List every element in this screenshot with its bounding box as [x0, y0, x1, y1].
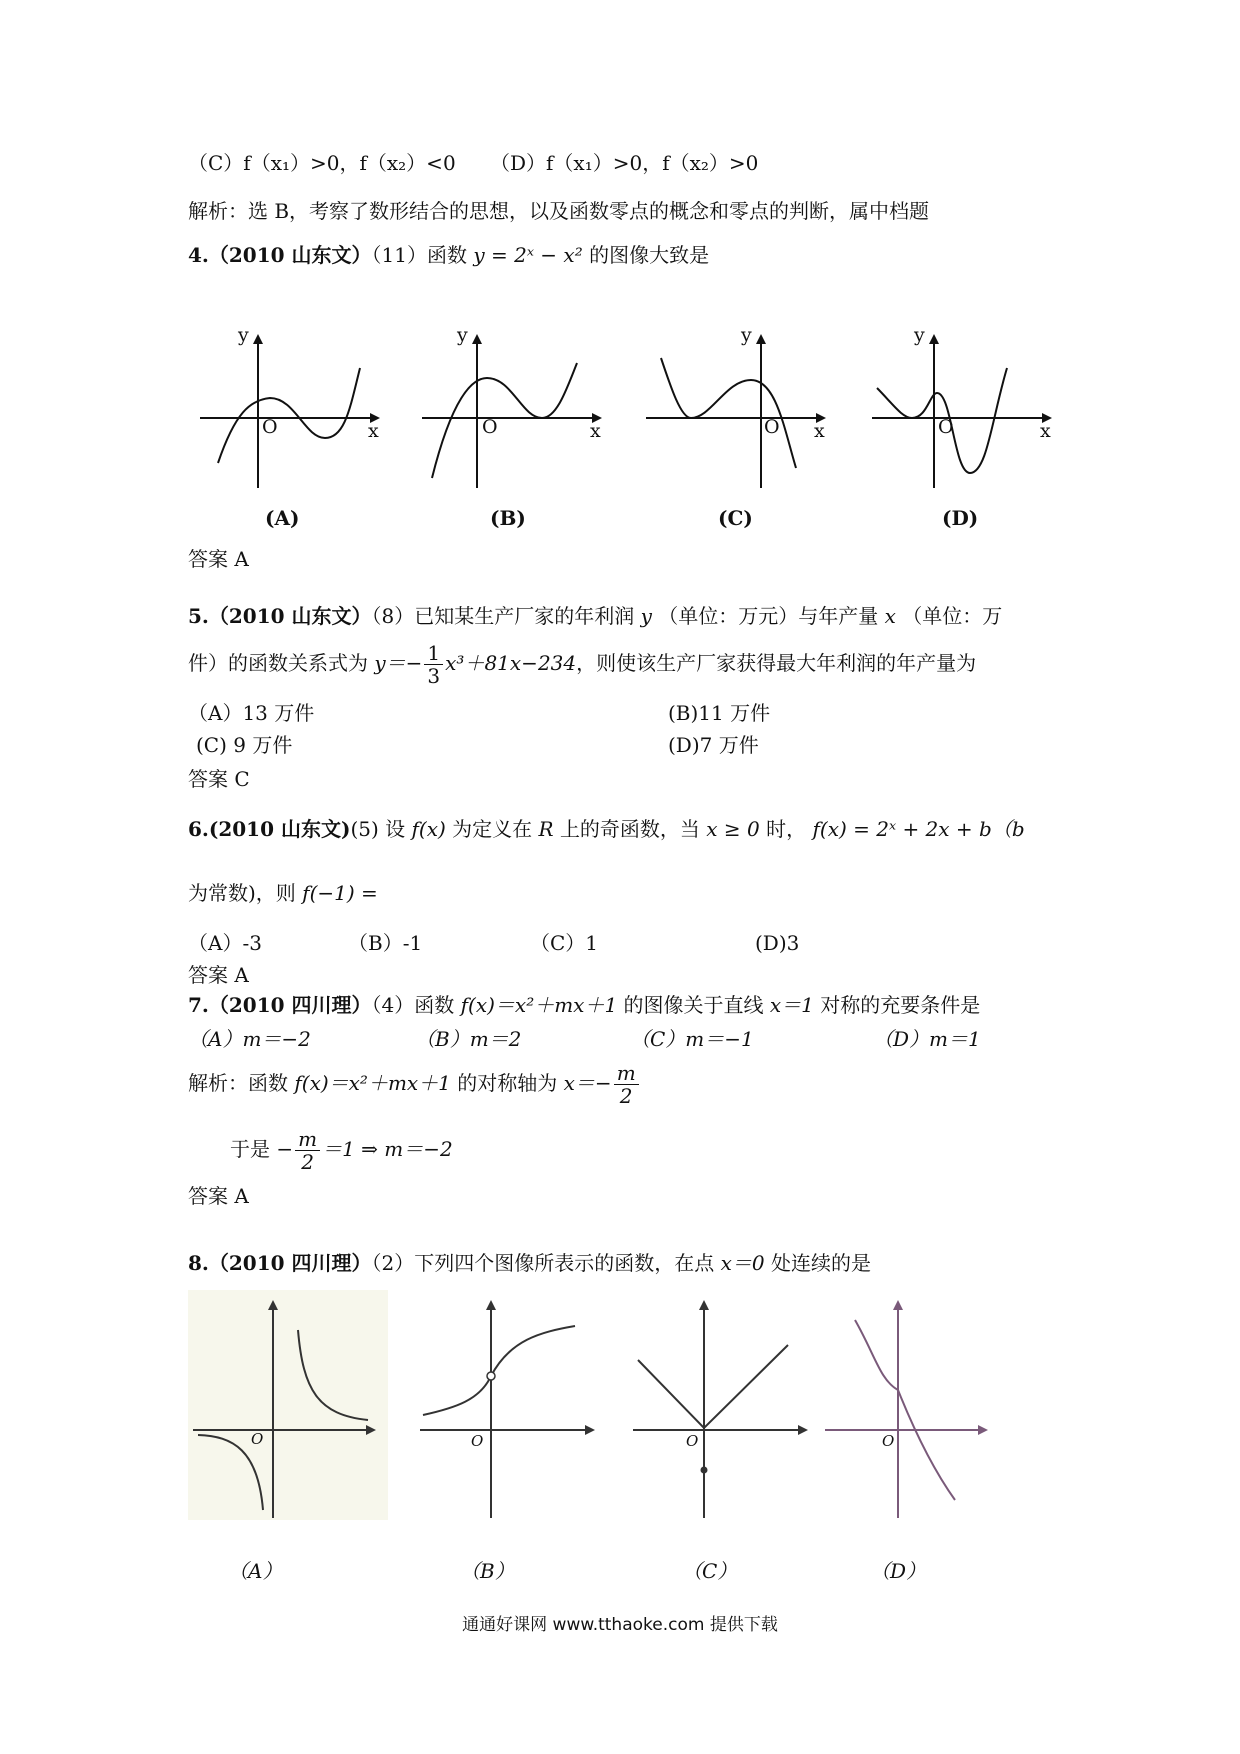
q8-graph-c	[628, 1290, 818, 1520]
q5-stem1b: （单位：万元）与年产量	[658, 604, 879, 628]
q4-answer: 答案 A	[188, 547, 249, 571]
axis-x-label: x	[590, 420, 601, 442]
q5-stem2a: 件）的函数关系式为	[188, 651, 368, 675]
q4-number: 4.	[188, 243, 209, 267]
q7-step-eq: ＝1 ⇒ m＝−2	[322, 1137, 453, 1161]
origin-label: O	[251, 1430, 264, 1448]
q8-label-c: （C）	[682, 1559, 738, 1583]
q6-formula: f(x) = 2ˣ + 2x + b（b	[812, 817, 1025, 841]
q7-step-fraction: $\frac{m}{2}$	[295, 1128, 320, 1173]
axis-y-label: y	[914, 324, 925, 346]
q4-stem	[188, 242, 709, 268]
q7-answer: 答案 A	[188, 1184, 249, 1208]
origin-label: O	[764, 416, 780, 438]
q7-line: x＝1	[769, 993, 814, 1017]
q6-option-b: （B）-1	[348, 931, 423, 955]
option-d: （D）f（x₁）>0，f（x₂）>0	[490, 151, 759, 175]
q4-graph-c	[646, 324, 836, 493]
q7-stem: （4）函数	[371, 993, 455, 1017]
q7-option-b: （B）m＝2	[415, 1027, 522, 1051]
q7-source: （2010 四川理）	[208, 993, 372, 1017]
q4-stem-prefix: （11）函数	[371, 243, 467, 267]
analysis-text: 解析：选 B，考察了数形结合的思想，以及函数零点的概念和零点的判断，属中档题	[188, 199, 930, 223]
q6-stem1d: 时，	[766, 817, 807, 841]
q6-query: f(−1) =	[302, 881, 378, 905]
origin-label: O	[882, 1432, 895, 1450]
q5-var-x: x	[884, 604, 896, 628]
page-footer: 通通好课网 www.tthaoke.com 提供下载	[462, 1615, 778, 1635]
q7-number: 7.	[188, 993, 209, 1017]
q7-analysis-a: 解析：函数	[188, 1071, 288, 1095]
q8-label-d: （D）	[870, 1559, 927, 1583]
q7-stem	[188, 992, 980, 1018]
q6-option-d: (D)3	[755, 931, 800, 955]
axis-y-label: y	[457, 324, 468, 346]
q5-formula-lhs: y＝−	[374, 651, 423, 675]
q6-source: (2010 山东文)	[208, 817, 351, 841]
q4-graph-b	[422, 324, 612, 493]
q6-option-c: （C）1	[530, 931, 599, 955]
q5-formula-rhs: x³＋81x−234	[445, 651, 577, 675]
q8-graph-a	[188, 1290, 388, 1520]
q4-graph-d	[872, 324, 1062, 493]
origin-label: O	[262, 416, 278, 438]
q4-formula: y = 2ˣ − x²	[473, 243, 583, 267]
q6-option-a: （A）-3	[188, 931, 262, 955]
q7-axis-fraction: $\frac{m}{2}$	[614, 1062, 639, 1107]
q6-answer: 答案 A	[188, 963, 249, 987]
q6-stem1c: 上的奇函数，当	[559, 817, 700, 841]
q7-analysis-b: 的对称轴为	[457, 1071, 558, 1095]
q7-analysis-formula: f(x)＝x²＋mx＋1	[294, 1071, 451, 1095]
axis-x-label: x	[368, 420, 379, 442]
q5-source: （2010 山东文）	[208, 604, 372, 628]
axis-x-label: x	[814, 420, 825, 442]
q5-stem-line2	[188, 640, 976, 687]
q5-option-c: (C) 9 万件	[196, 733, 293, 757]
q7-formula: f(x)＝x²＋mx＋1	[460, 993, 618, 1017]
origin-label: O	[938, 416, 954, 438]
q6-number: 6.	[188, 817, 209, 841]
option-c: （C）f（x₁）>0，f（x₂）<0	[188, 151, 456, 175]
q8-stem	[188, 1250, 871, 1276]
q8-stem: （2）下列四个图像所表示的函数，在点	[371, 1251, 715, 1275]
q7-analysis	[188, 1058, 641, 1108]
q4-label-b: (B)	[490, 506, 526, 530]
q5-answer: 答案 C	[188, 767, 250, 791]
q6-stem1b: 为定义在	[452, 817, 533, 841]
q8-number: 8.	[188, 1251, 209, 1275]
q7-option-a: （A）m＝−2	[188, 1027, 311, 1051]
q6-stem-line1	[188, 816, 1025, 842]
axis-x-label: x	[1040, 420, 1051, 442]
q8-stem-b: 处连续的是	[771, 1251, 871, 1275]
q4-stem-suffix: 的图像大致是	[589, 243, 710, 267]
q8-graph-d	[820, 1290, 990, 1520]
q8-point: x＝0	[720, 1251, 765, 1275]
q6-cond: x ≥ 0	[706, 817, 760, 841]
q8-label-a: （A）	[228, 1559, 283, 1583]
q5-option-b: (B)11 万件	[668, 701, 771, 725]
q7-stem-b: 的图像关于直线	[623, 993, 764, 1017]
q8-source: （2010 四川理）	[208, 1251, 372, 1275]
origin-label: O	[482, 416, 498, 438]
q4-source: （2010 山东文）	[208, 243, 372, 267]
q7-step: 于是 − $\frac{m}{2}$ ＝1 ⇒ m＝−2	[230, 1127, 453, 1174]
q5-stem1c: （单位：万	[902, 604, 1003, 628]
q5-stem-line1	[188, 603, 1002, 629]
q5-stem1: （8）已知某生产厂家的年利润	[371, 604, 635, 628]
q4-label-c: (C)	[718, 506, 753, 530]
q7-step-prefix: 于是	[230, 1137, 270, 1161]
q5-frac-num: 1	[424, 642, 443, 665]
q6-var-r: R	[538, 817, 554, 841]
q5-frac-den: 3	[427, 664, 441, 688]
axis-y-label: y	[238, 324, 249, 346]
q6-stem2: 为常数)，则	[188, 881, 296, 905]
q7-option-d: （D）m＝1	[873, 1027, 981, 1051]
q4-label-d: (D)	[942, 506, 979, 530]
q6-fx: f(x)	[411, 817, 446, 841]
axis-y-label: y	[741, 324, 752, 346]
q5-number: 5.	[188, 604, 209, 628]
q7-stem-c: 对称的充要条件是	[820, 993, 981, 1017]
q5-var-y: y	[640, 604, 652, 628]
q5-option-a: （A）13 万件	[188, 701, 315, 725]
q7-option-c: （C）m＝−1	[630, 1027, 754, 1051]
q4-label-a: (A)	[265, 506, 300, 530]
q6-stem1: (5) 设	[350, 817, 406, 841]
q8-graph-b	[415, 1290, 605, 1520]
q7-axis-lhs: x＝−	[563, 1071, 612, 1095]
origin-label: O	[686, 1432, 699, 1450]
q5-fraction	[424, 642, 443, 687]
q6-stem-line2	[188, 880, 378, 906]
q5-option-d: (D)7 万件	[668, 733, 759, 757]
q5-stem2b: ，则使该生产厂家获得最大年利润的年产量为	[576, 651, 977, 675]
origin-label: O	[471, 1432, 484, 1450]
q4-graph-a	[200, 324, 390, 493]
q8-label-b: （B）	[460, 1559, 515, 1583]
